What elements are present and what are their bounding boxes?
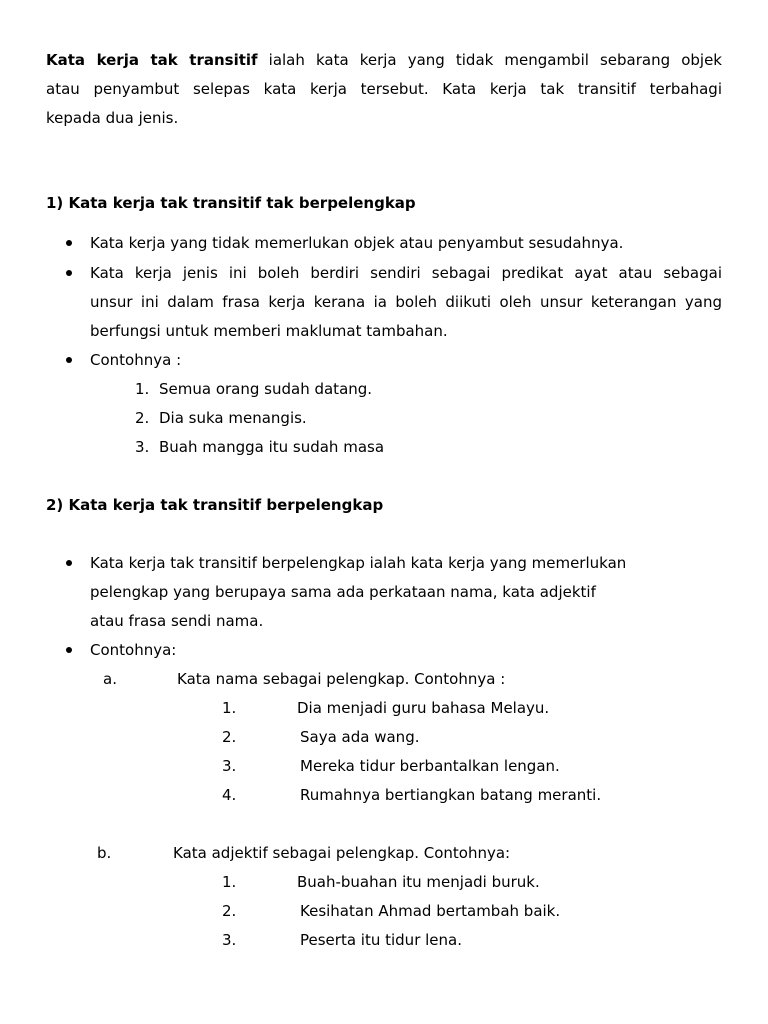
section1-example-num: 3. xyxy=(135,438,150,456)
section1-heading: 1) Kata kerja tak transitif tak berpelengkap xyxy=(46,194,416,212)
section1-bullet1: Kata kerja yang tidak memerlukan objek atau penyambut sesudahnya. xyxy=(90,234,624,252)
section2-heading: 2) Kata kerja tak transitif berpelengkap xyxy=(46,496,384,514)
bullet-dot xyxy=(66,560,72,566)
section2-bullet1-line2: pelengkap yang berupaya sama ada perkataan nama, kata adjektif xyxy=(90,583,596,601)
section1-bullet2-line2: unsur ini dalam frasa kerja kerana ia boleh diikuti oleh unsur keterangan yang xyxy=(90,293,722,311)
section2-bullet1-line1: Kata kerja tak transitif berpelengkap ialah kata kerja yang memerlukan xyxy=(90,554,627,572)
section1-example-text: Semua orang sudah datang. xyxy=(159,380,373,398)
section1-bullet2-line1: Kata kerja jenis ini boleh berdiri sendiri sebagai predikat ayat atau sebagai xyxy=(90,264,722,282)
group-b-title: Kata adjektif sebagai pelengkap. Contohnya: xyxy=(173,844,511,862)
intro-term: Kata kerja tak transitif xyxy=(46,51,258,69)
group-a-item-text: Saya ada wang. xyxy=(300,728,420,746)
bullet-dot xyxy=(66,647,72,653)
section1-example-num: 2. xyxy=(135,409,150,427)
group-a-item-text: Dia menjadi guru bahasa Melayu. xyxy=(297,699,550,717)
bullet-dot xyxy=(66,270,72,276)
bullet-dot xyxy=(66,357,72,363)
bullet-dot xyxy=(66,240,72,246)
group-b-item-text: Peserta itu tidur lena. xyxy=(300,931,462,949)
section1-example-text: Buah mangga itu sudah masa xyxy=(159,438,385,456)
group-a-item-text: Mereka tidur berbantalkan lengan. xyxy=(300,757,560,775)
section2-bullet2: Contohnya: xyxy=(90,641,177,659)
group-a-item-num: 3. xyxy=(222,757,237,775)
section1-example-text: Dia suka menangis. xyxy=(159,409,307,427)
group-a-letter: a. xyxy=(103,670,117,688)
intro-line1-rest: ialah kata kerja yang tidak mengambil sebarang objek xyxy=(268,51,722,69)
section1-bullet2-line3: berfungsi untuk memberi maklumat tambahan. xyxy=(90,322,448,340)
group-a-title: Kata nama sebagai pelengkap. Contohnya : xyxy=(177,670,506,688)
group-a-item-num: 2. xyxy=(222,728,237,746)
group-b-item-text: Kesihatan Ahmad bertambah baik. xyxy=(300,902,561,920)
group-b-item-num: 1. xyxy=(222,873,237,891)
group-b-item-text: Buah-buahan itu menjadi buruk. xyxy=(297,873,540,891)
group-b-item-num: 3. xyxy=(222,931,237,949)
intro-line-3: kepada dua jenis. xyxy=(46,109,179,127)
group-b-item-num: 2. xyxy=(222,902,237,920)
section1-bullet3: Contohnya : xyxy=(90,351,182,369)
group-a-item-num: 1. xyxy=(222,699,237,717)
section1-example-num: 1. xyxy=(135,380,150,398)
group-b-letter: b. xyxy=(97,844,112,862)
section2-bullet1-line3: atau frasa sendi nama. xyxy=(90,612,264,630)
group-a-item-num: 4. xyxy=(222,786,237,804)
intro-line-1 xyxy=(46,50,722,70)
intro-line-2: atau penyambut selepas kata kerja tersebut. Kata kerja tak transitif terbahagi xyxy=(46,80,722,98)
group-a-item-text: Rumahnya bertiangkan batang meranti. xyxy=(300,786,602,804)
